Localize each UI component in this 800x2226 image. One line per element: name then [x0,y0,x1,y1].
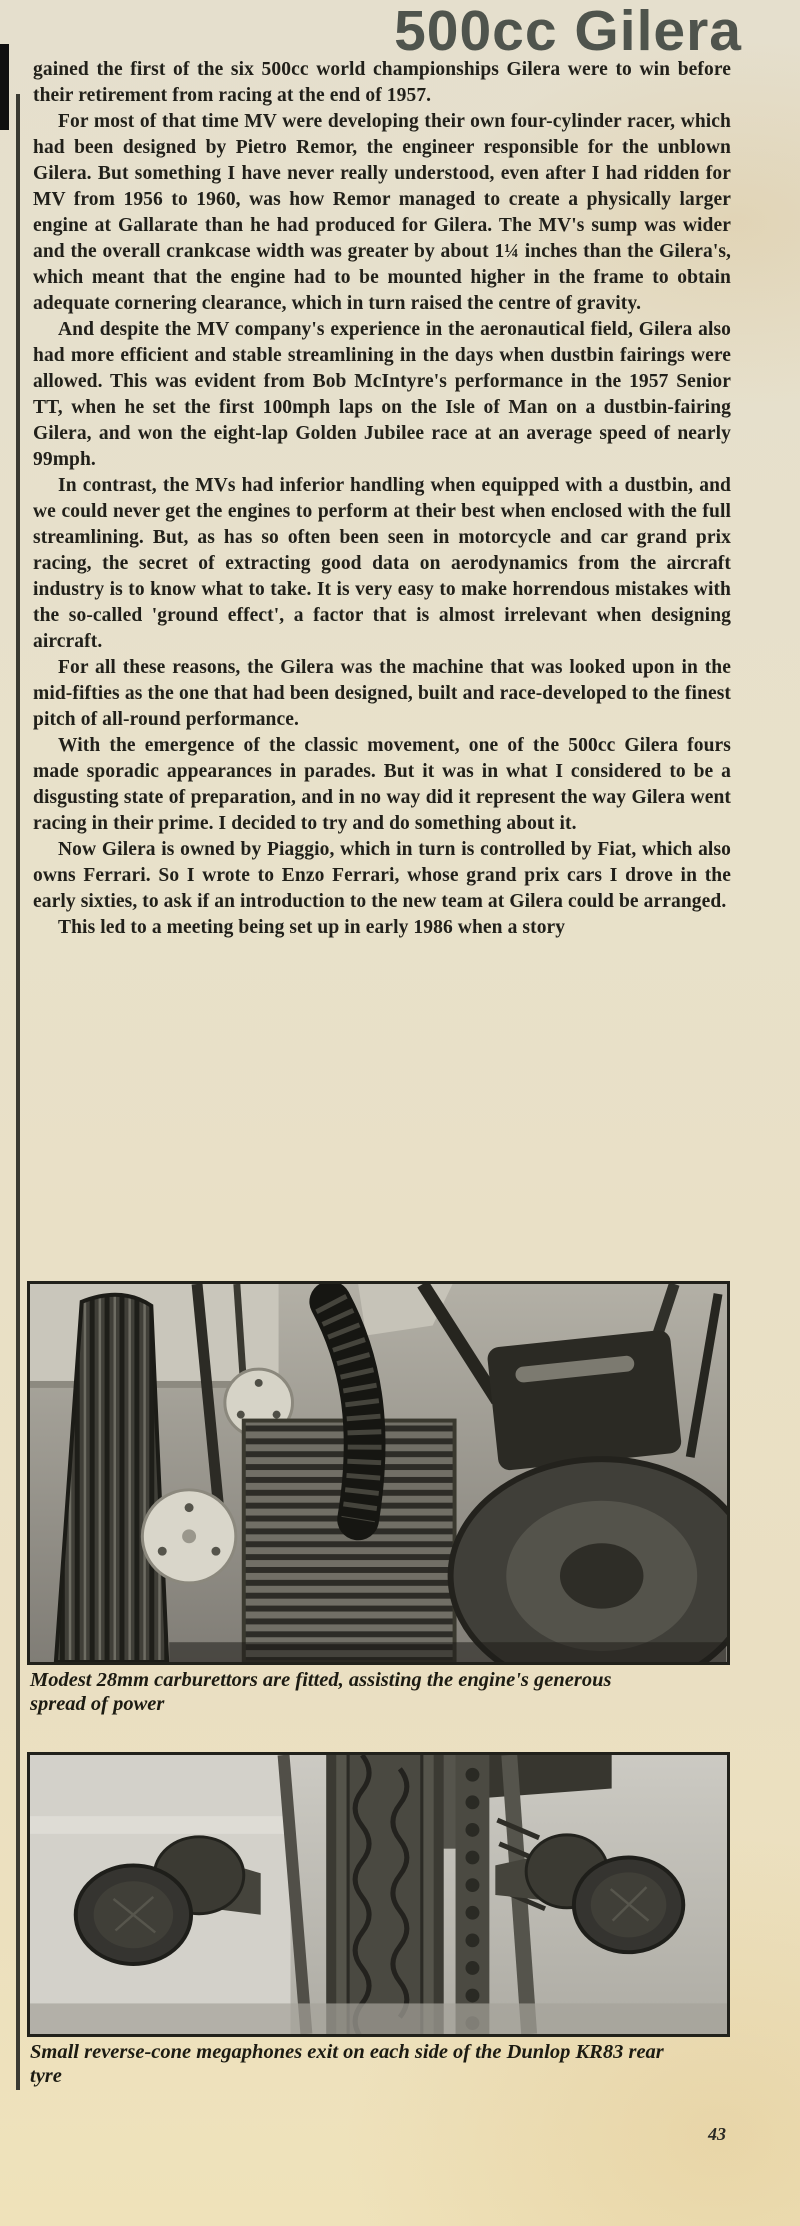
figure-caption: Modest 28mm carburettors are fitted, assisting the engine's generous spread of power [30,1669,612,1715]
page-title: 500cc Gilera [394,0,742,63]
article-paragraph: For most of that time MV were developing their own four-cylinder racer, which had been designed by Pietro Remor, the engineer responsible for the unblown Gilera. But something I have never really understood, even after I had ridden for MV from 1956 to 1960, was how Remor managed to create a physically larger engine at Gallarate than he had produced for Gilera. The MV's sump was wider and the overall crankcase width was greater by about 1¼ inches than the Gilera's, which meant that the engine had to be mounted higher in the frame to obtain adequate cornering clearance, which in turn raised the centre of gravity. [33,111,731,314]
page-number: 43 [708,2124,726,2144]
scan-edge-mark [0,44,9,130]
rear-tyre-megaphones-photo [27,1752,730,2037]
article-paragraph: And despite the MV company's experience in the aeronautical field, Gilera also had more efficient and stable streamlining in the days when dustbin fairings were allowed. This was evident from Bob McIntyre's performance in the 1957 Senior TT, when he set the first 100mph laps on the Isle of Man on a dustbin-fairing Gilera, and won the eight-lap Golden Jubilee race at an average speed of nearly 99mph. [33,319,731,470]
article-paragraph: In contrast, the MVs had inferior handling when equipped with a dustbin, and we could never get the engines to perform at their best when enclosed with the full streamlining. But, as has so often been seen in motorcycle and car grand prix racing, the secret of extracting good data on aerodynamics from the aircraft industry is to know what to take. It is very easy to make horrendous mistakes with the so-called 'ground effect', a factor that is almost irrelevant when designing aircraft. [33,475,731,652]
article-paragraph: This led to a meeting being set up in early 1986 when a story [58,917,566,938]
article-paragraph: gained the first of the six 500cc world championships Gilera were to win before their retirement from racing at the end of 1957. [33,59,731,106]
engine-photo-art [30,1284,727,1662]
article-paragraph: Now Gilera is owned by Piaggio, which in turn is controlled by Fiat, which also owns Ferrari. So I wrote to Enzo Ferrari, whose grand prix cars I drove in the early sixties, to ask if an introduction to the new team at Gilera could be arranged. [33,839,731,912]
article-body [33,57,731,941]
figure-caption: Small reverse-cone megaphones exit on each side of the Dunlop KR83 rear tyre [30,2041,664,2087]
rear-tyre-photo-art [30,1755,727,2034]
column-rule [16,94,20,2090]
article-paragraph: With the emergence of the classic movement, one of the 500cc Gilera fours made sporadic appearances in parades. But it was in what I considered to be a disgusting state of preparation, and in no way did it represent the way Gilera went racing in their prime. I decided to try and do something about it. [33,735,731,834]
engine-carburettors-photo [27,1281,730,1665]
article-paragraph: For all these reasons, the Gilera was the machine that was looked upon in the mid-fifties as the one that had been designed, built and race-developed to the finest pitch of all-round performance. [33,657,731,730]
